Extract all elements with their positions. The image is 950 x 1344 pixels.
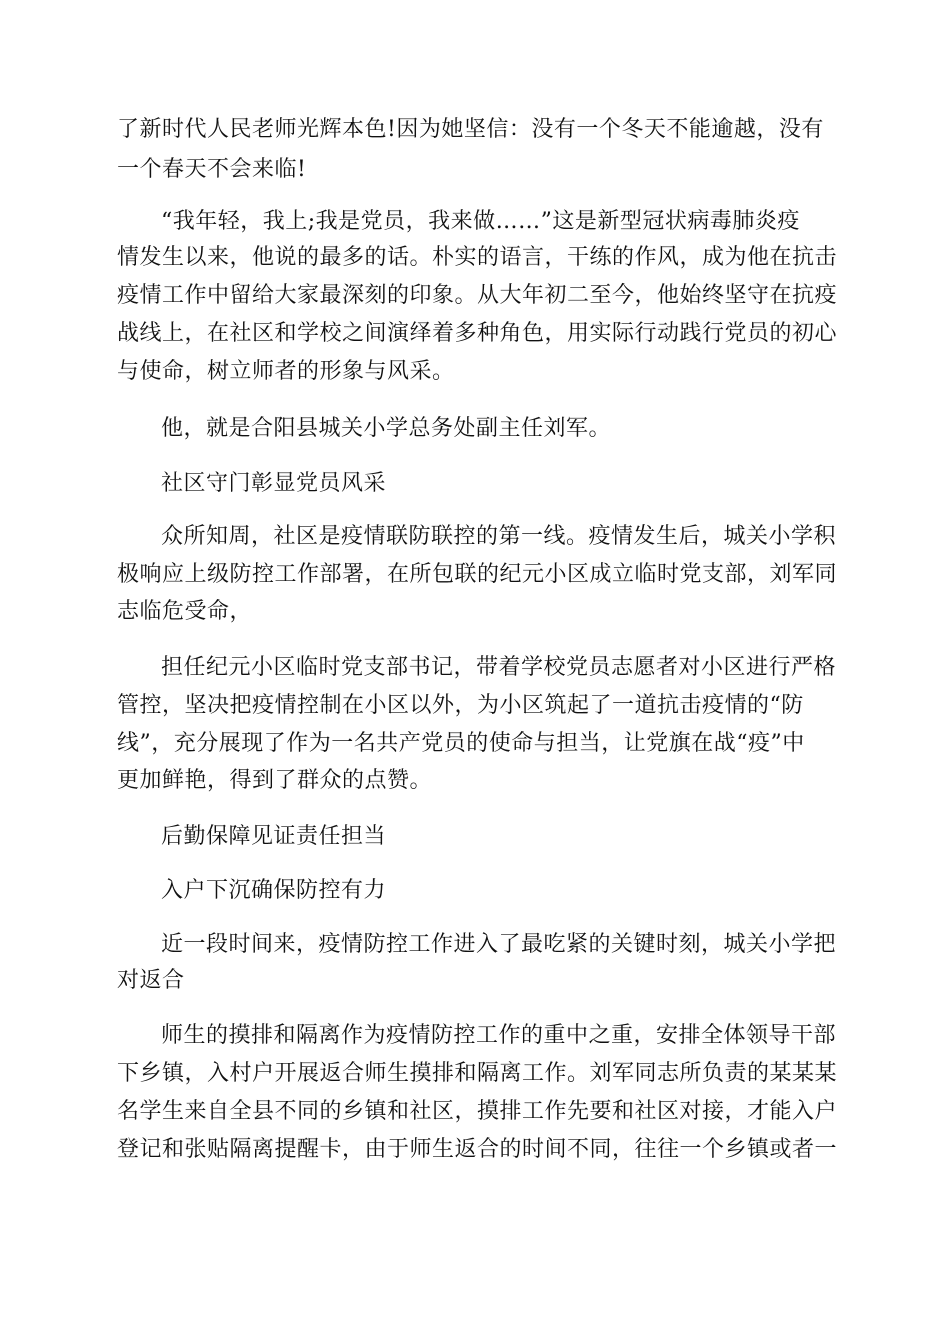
paragraph-line: 线”，充分展现了作为一名共产党员的使命与担当，让党旗在战“疫”中 (117, 731, 805, 756)
paragraph-line: 担任纪元小区临时党支部书记，带着学校党员志愿者对小区进行严格 (161, 655, 837, 680)
section-heading: 后勤保障见证责任担当 (161, 824, 387, 849)
paragraph-line: 管控，坚决把疫情控制在小区以外，为小区筑起了一道抗击疫情的“防 (117, 693, 804, 718)
paragraph-line: 下乡镇，入村户开展返合师生摸排和隔离工作。刘军同志所负责的某某某 (117, 1061, 838, 1086)
paragraph-line: 极响应上级防控工作部署，在所包联的纪元小区成立临时党支部，刘军同 (117, 562, 838, 587)
paragraph-line: 更加鲜艳，得到了群众的点赞。 (117, 768, 433, 793)
paragraph-line: 师生的摸排和隔离作为疫情防控工作的重中之重，安排全体领导干部 (161, 1023, 837, 1048)
paragraph-line: 战线上，在社区和学校之间演绎着多种角色，用实际行动践行党员的初心 (117, 321, 838, 346)
paragraph-line: 近一段时间来，疫情防控工作进入了最吃紧的关键时刻，城关小学把 (161, 932, 837, 957)
paragraph-line: 名学生来自全县不同的乡镇和社区，摸排工作先要和社区对接，才能入户 (117, 1099, 838, 1124)
section-heading: 社区守门彰显党员风采 (161, 471, 387, 496)
paragraph-line: 对返合 (117, 968, 185, 993)
paragraph-line: 了新时代人民老师光辉本色!因为她坚信：没有一个冬天不能逾越，没有 (117, 117, 824, 142)
paragraph-line: 他，就是合阳县城关小学总务处副主任刘军。 (161, 416, 612, 441)
paragraph-line: 与使命，树立师者的形象与风采。 (117, 359, 455, 384)
paragraph-line: 情发生以来，他说的最多的话。朴实的语言，干练的作风，成为他在抗击 (117, 245, 838, 270)
paragraph-line: 志临危受命， (117, 599, 253, 624)
paragraph-line: 众所知周，社区是疫情联防联控的第一线。疫情发生后，城关小学积 (161, 524, 837, 549)
paragraph-line: “我年轻，我上;我是党员，我来做……”这是新型冠状病毒肺炎疫 (161, 209, 800, 234)
paragraph-line: 疫情工作中留给大家最深刻的印象。从大年初二至今，他始终坚守在抗疫 (117, 283, 838, 308)
paragraph-line: 一个春天不会来临! (117, 157, 307, 182)
paragraph-line: 登记和张贴隔离提醒卡，由于师生返合的时间不同，往往一个乡镇或者一 (117, 1137, 838, 1162)
section-heading: 入户下沉确保防控有力 (161, 878, 387, 903)
